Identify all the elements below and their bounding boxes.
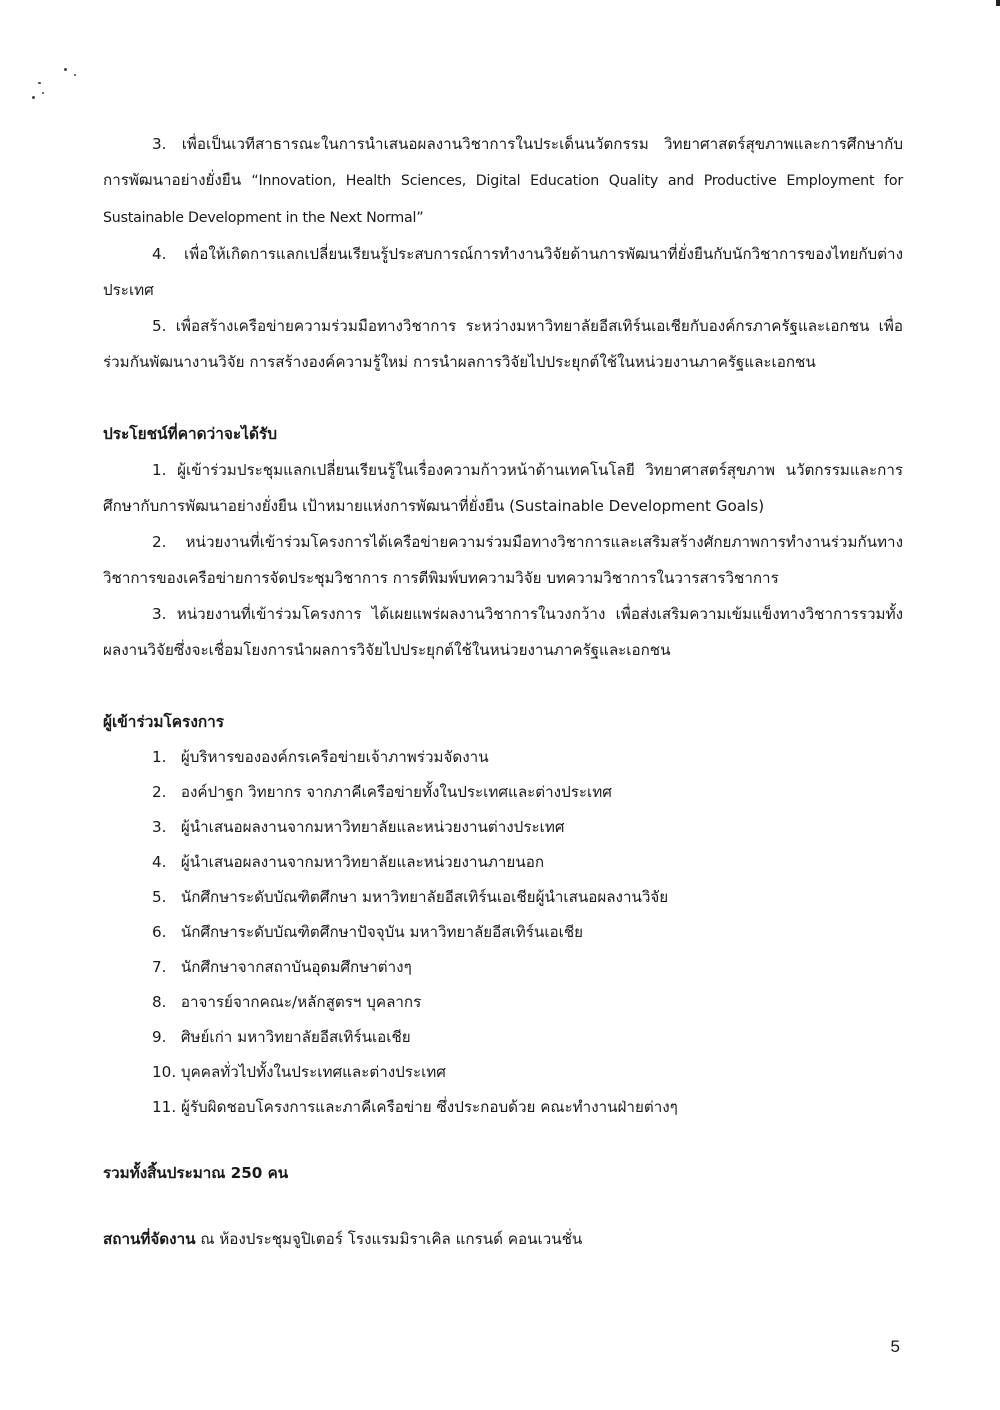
speck xyxy=(38,82,41,84)
speck xyxy=(32,96,35,99)
list-text: นักศึกษาระดับบัณฑิตศึกษา มหาวิทยาลัยอีสเทิร์นเอเชียผู้นำเสนอผลงานวิจัย xyxy=(180,888,669,906)
speck xyxy=(74,74,76,76)
list-number: 1. xyxy=(152,748,167,766)
list-text: บุคคลทั่วไปทั้งในประเทศและต่างประเทศ xyxy=(180,1063,446,1081)
objective-3 xyxy=(103,126,903,236)
participants-list xyxy=(103,740,903,1125)
speck xyxy=(42,92,44,94)
list-item xyxy=(152,985,903,1020)
benefit-number: 1. xyxy=(152,461,167,479)
venue-text: ณ ห้องประชุมจูปิเตอร์ โรงแรมมิราเคิล แกรนด์ คอนเวนชั่น xyxy=(200,1230,583,1248)
list-item xyxy=(152,1090,903,1125)
list-text: นักศึกษาระดับบัณฑิตศึกษาปัจจุบัน มหาวิทยาลัยอีสเทิร์นเอเชีย xyxy=(180,923,584,941)
objective-number: 5. xyxy=(152,317,167,335)
benefit-number: 3. xyxy=(152,605,167,623)
list-text: ผู้นำเสนอผลงานจากมหาวิทยาลัยและหน่วยงานต่างประเทศ xyxy=(180,818,565,836)
benefit-number: 2. xyxy=(152,533,167,551)
list-number: 2. xyxy=(152,783,167,801)
list-number: 3. xyxy=(152,818,167,836)
spacer xyxy=(103,668,903,704)
list-item xyxy=(152,810,903,845)
list-item xyxy=(152,1020,903,1055)
objective-number: 3. xyxy=(152,135,167,153)
list-item xyxy=(152,950,903,985)
objective-text: เพื่อให้เกิดการแลกเปลี่ยนเรียนรู้ประสบการณ์การทำงานวิจัยด้านการพัฒนาที่ยั่งยืนกับนักวิชาการของไทยกับต่างประเทศ xyxy=(103,245,903,299)
benefit-item xyxy=(103,452,903,524)
list-number: 10. xyxy=(152,1063,177,1081)
list-text: ศิษย์เก่า มหาวิทยาลัยอีสเทิร์นเอเชีย xyxy=(180,1028,411,1046)
objective-text: เพื่อสร้างเครือข่ายความร่วมมือทางวิชาการ ระหว่างมหาวิทยาลัยอีสเทิร์นเอเชียกับองค์กรภาครัฐและเอกชน เพื่อร่วมกันพัฒนางานวิจัย การสร้างองค์ความรู้ใหม่ การนำผลการวิจัยไปประยุกต์ใช้ในหน่วยงานภาครัฐและเอกชน xyxy=(103,317,903,371)
list-number: 5. xyxy=(152,888,167,906)
list-number: 6. xyxy=(152,923,167,941)
benefits-heading: ประโยชน์ที่คาดว่าจะได้รับ xyxy=(103,425,277,443)
participants-heading: ผู้เข้าร่วมโครงการ xyxy=(103,713,225,731)
list-number: 9. xyxy=(152,1028,167,1046)
list-item xyxy=(152,775,903,810)
scan-mark xyxy=(996,0,1000,6)
scan-specks xyxy=(30,60,80,105)
venue-line xyxy=(103,1221,903,1257)
document-body xyxy=(103,126,903,1257)
benefit-text: ผู้เข้าร่วมประชุมแลกเปลี่ยนเรียนรู้ในเรื่องความก้าวหน้าด้านเทคโนโลยี วิทยาศาสตร์สุขภาพ นวัตกรรมและการศึกษากับการพัฒนาอย่างยั่งยืน เป้าหมายแห่งการพัฒนาที่ยั่งยืน (Sustainable Development Goals) xyxy=(103,461,903,515)
benefit-text: หน่วยงานที่เข้าร่วมโครงการ ได้เผยแพร่ผลงานวิชาการในวงกว้าง เพื่อส่งเสริมความเข้มแข็งทางวิชาการรวมทั้งผลงานวิจัยซึ่งจะเชื่อมโยงการนำผลการวิจัยไปประยุกต์ใช้ในหน่วยงานภาครัฐและเอกชน xyxy=(103,605,903,659)
objective-english-title: “Innovation, Health Sciences, Digital Education Quality and Productive Employment for Sustainable Development in the Next Normal” xyxy=(103,173,904,226)
list-item xyxy=(152,845,903,880)
list-number: 11. xyxy=(152,1098,177,1116)
list-number: 7. xyxy=(152,958,167,976)
participant-total: รวมทั้งสิ้นประมาณ 250 คน xyxy=(103,1164,289,1182)
list-text: ผู้บริหารขององค์กรเครือข่ายเจ้าภาพร่วมจัดงาน xyxy=(180,748,489,766)
objective-4 xyxy=(103,236,903,308)
list-number: 8. xyxy=(152,993,167,1011)
spacer xyxy=(103,1191,903,1221)
benefit-item xyxy=(103,524,903,596)
list-number: 4. xyxy=(152,853,167,871)
benefit-text: หน่วยงานที่เข้าร่วมโครงการได้เครือข่ายความร่วมมือทางวิชาการและเสริมสร้างศักยภาพการทำงานร่วมกันทางวิชาการของเครือข่ายการจัดประชุมวิชาการ การตีพิมพ์บทความวิจัย บทความวิชาการในวารสารวิชาการ xyxy=(103,533,903,587)
speck xyxy=(64,68,67,71)
list-text: อาจารย์จากคณะ/หลักสูตรฯ บุคลากร xyxy=(180,993,422,1011)
venue-label: สถานที่จัดงาน xyxy=(103,1230,196,1248)
list-item xyxy=(152,880,903,915)
list-item xyxy=(152,740,903,775)
list-text: นักศึกษาจากสถาบันอุดมศึกษาต่างๆ xyxy=(180,958,412,976)
list-text: ผู้นำเสนอผลงานจากมหาวิทยาลัยและหน่วยงานภายนอก xyxy=(180,853,545,871)
list-item xyxy=(152,1055,903,1090)
page-number: 5 xyxy=(890,1337,900,1356)
objective-number: 4. xyxy=(152,245,167,263)
objective-5 xyxy=(103,308,903,380)
list-item xyxy=(152,915,903,950)
spacer xyxy=(103,1125,903,1155)
spacer xyxy=(103,380,903,416)
list-text: ผู้รับผิดชอบโครงการและภาคีเครือข่าย ซึ่งประกอบด้วย คณะทำงานฝ่ายต่างๆ xyxy=(180,1098,678,1116)
objective-text: เพื่อเป็นเวทีสาธารณะในการนำเสนอผลงานวิชาการในประเด็นนวัตกรรม วิทยาศาสตร์สุขภาพและการศึกษากับการพัฒนาอย่างยั่งยืน xyxy=(103,135,903,189)
benefit-item xyxy=(103,596,903,668)
list-text: องค์ปาฐก วิทยากร จากภาคีเครือข่ายทั้งในประเทศและต่างประเทศ xyxy=(180,783,612,801)
